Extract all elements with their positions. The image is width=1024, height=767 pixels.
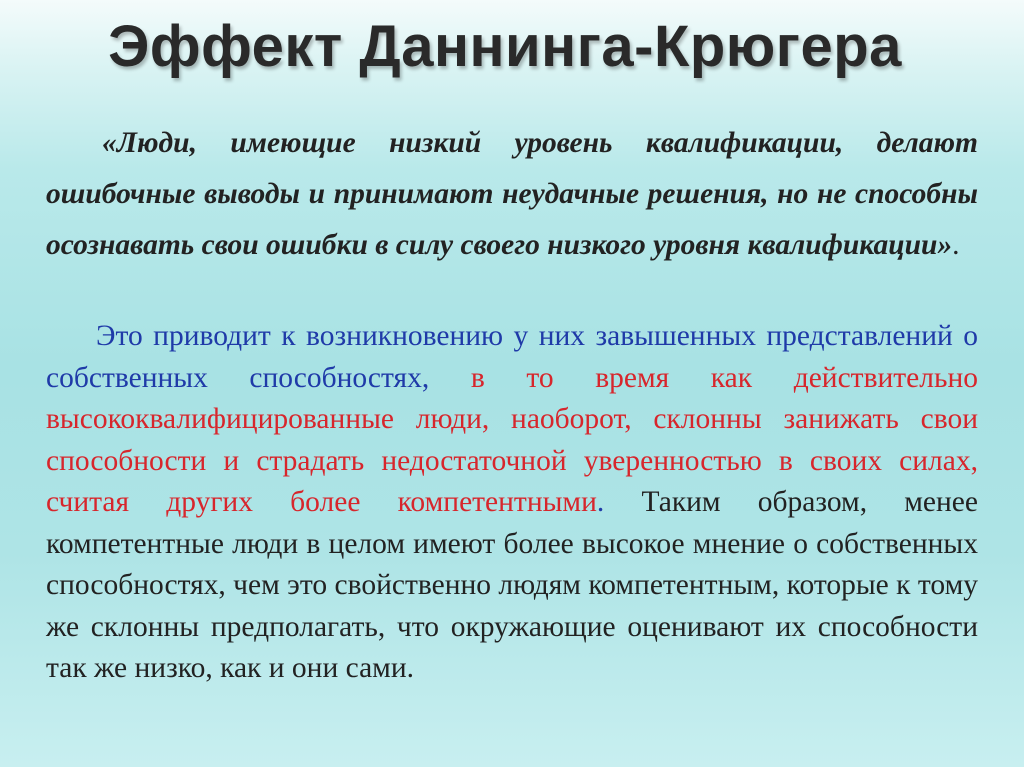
quote-text: «Люди, имеющие низкий уровень квалификации, делают ошибочные выводы и принимают неудачные решения, но не способны осознавать свои ошибки в силу своего низкого уровня квалификации»	[46, 127, 978, 261]
dark-text-segment: Таким образом, менее компетентные люди в целом имеют более высокое мнение о собственных способностях, чем это свойственно людям компетентным, которые к тому же склонны предполагать, что окружающие оценивают их способности так же низко, как и они сами.	[46, 486, 978, 684]
blue-text-segment: Это приводит к возникновению у них завышенных представлений о собственных способностях	[46, 320, 978, 394]
explanation-paragraph	[46, 316, 978, 690]
red-text-segment: в то время как действительно высококвалифицированные люди, наоборот, склонны занижать свои способности и страдать недостаточной уверенностью в своих силах, считая других более компетентными	[46, 361, 978, 518]
blue-comma: ,	[421, 361, 430, 394]
slide-title: Эффект Даннинга-Крюгера	[108, 14, 902, 79]
blue-period: .	[596, 486, 605, 518]
quote-paragraph	[46, 118, 978, 271]
quote-period: .	[952, 229, 960, 261]
